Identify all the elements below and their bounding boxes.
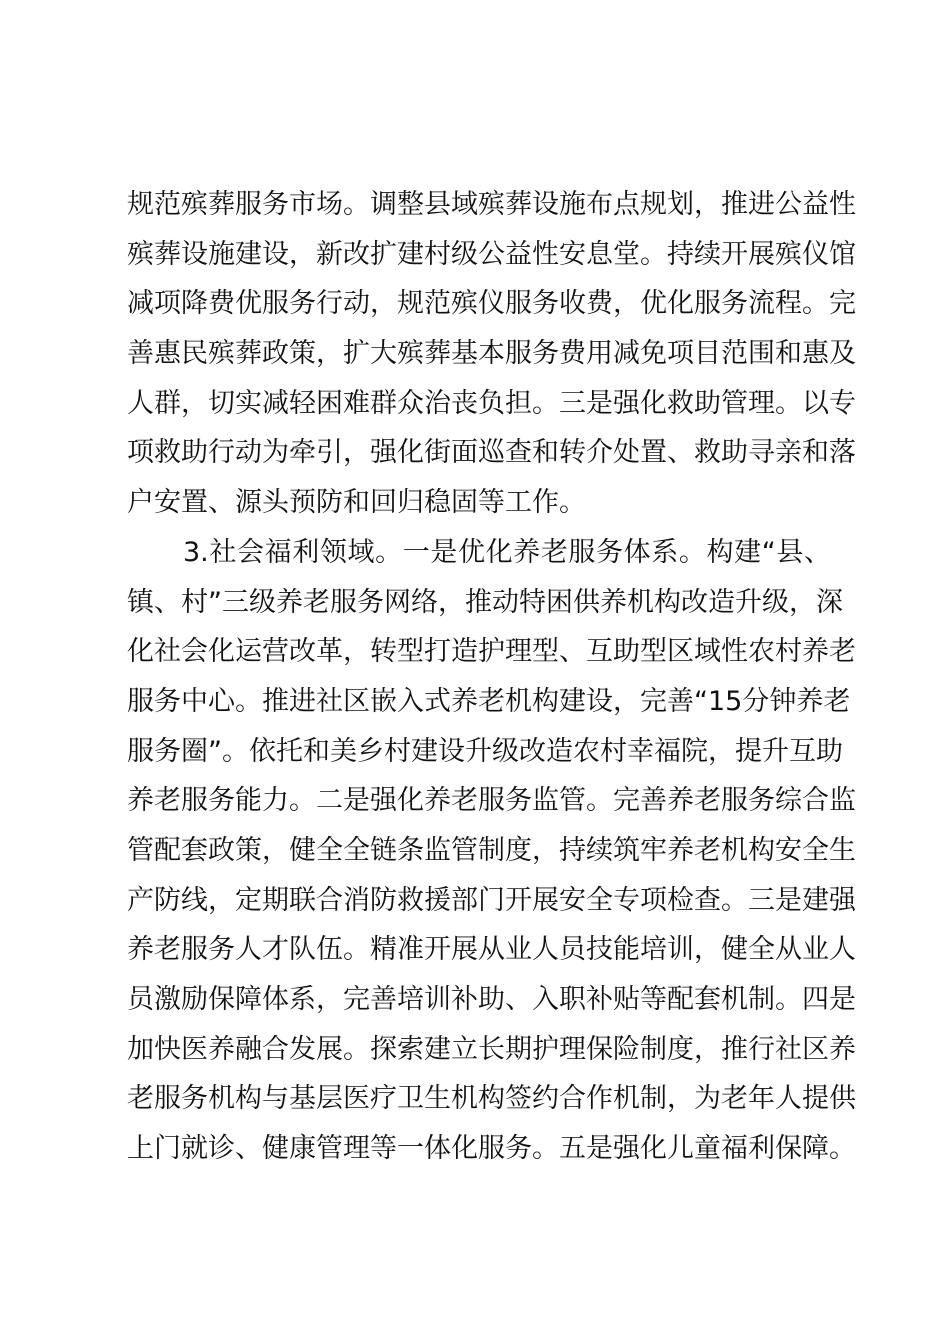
text-line: 服务中心。推进社区嵌入式养老机构建设，完善“15分钟养老 (127, 685, 851, 717)
text-line: 养老服务能力。二是强化养老服务监管。完善养老服务综合监 (127, 785, 856, 817)
text-line: 项救助行动为牵引，强化街面巡查和转介处置、救助寻亲和落 (127, 437, 856, 469)
text-line: 规范殡葬服务市场。调整县域殡葬设施布点规划，推进公益性 (127, 189, 856, 220)
text-line: 殡葬设施建设，新改扩建村级公益性安息堂。持续开展殡仪馆 (127, 238, 856, 270)
paragraph-funeral-services (127, 180, 856, 528)
text-line: 减项降费优服务行动，规范殡仪服务收费，优化服务流程。完 (127, 288, 856, 320)
text-line: 上门就诊、健康管理等一体化服务。五是强化儿童福利保障。 (127, 1133, 856, 1165)
document-page (127, 180, 856, 1174)
paragraph-social-welfare (127, 528, 856, 1174)
text-line: 员激励保障体系，完善培训补助、入职补贴等配套机制。四是 (127, 984, 856, 1015)
text-line: 服务圈”。依托和美乡村建设升级改造农村幸福院，提升互助 (127, 735, 843, 767)
text-line: 3.社会福利领域。一是优化养老服务体系。构建“县、 (183, 536, 831, 568)
text-line: 化社会化运营改革，转型打造护理型、互助型区域性农村养老 (127, 636, 856, 668)
text-line: 善惠民殡葬政策，扩大殡葬基本服务费用减免项目范围和惠及 (127, 338, 856, 370)
text-line: 老服务机构与基层医疗卫生机构签约合作机制，为老年人提供 (127, 1083, 856, 1115)
text-line: 管配套政策，健全全链条监管制度，持续筑牢养老机构安全生 (127, 834, 856, 866)
text-line: 户安置、源头预防和回归稳固等工作。 (127, 487, 586, 519)
text-line: 人群，切实减轻困难群众治丧负担。三是强化救助管理。以专 (127, 387, 856, 419)
text-line: 镇、村”三级养老服务网络，推动特困供养机构改造升级，深 (127, 586, 843, 618)
text-line: 养老服务人才队伍。精准开展从业人员技能培训，健全从业人 (127, 934, 856, 966)
text-line: 加快医养融合发展。探索建立长期护理保险制度，推行社区养 (127, 1033, 856, 1065)
text-line: 产防线，定期联合消防救援部门开展安全专项检查。三是建强 (127, 884, 856, 916)
